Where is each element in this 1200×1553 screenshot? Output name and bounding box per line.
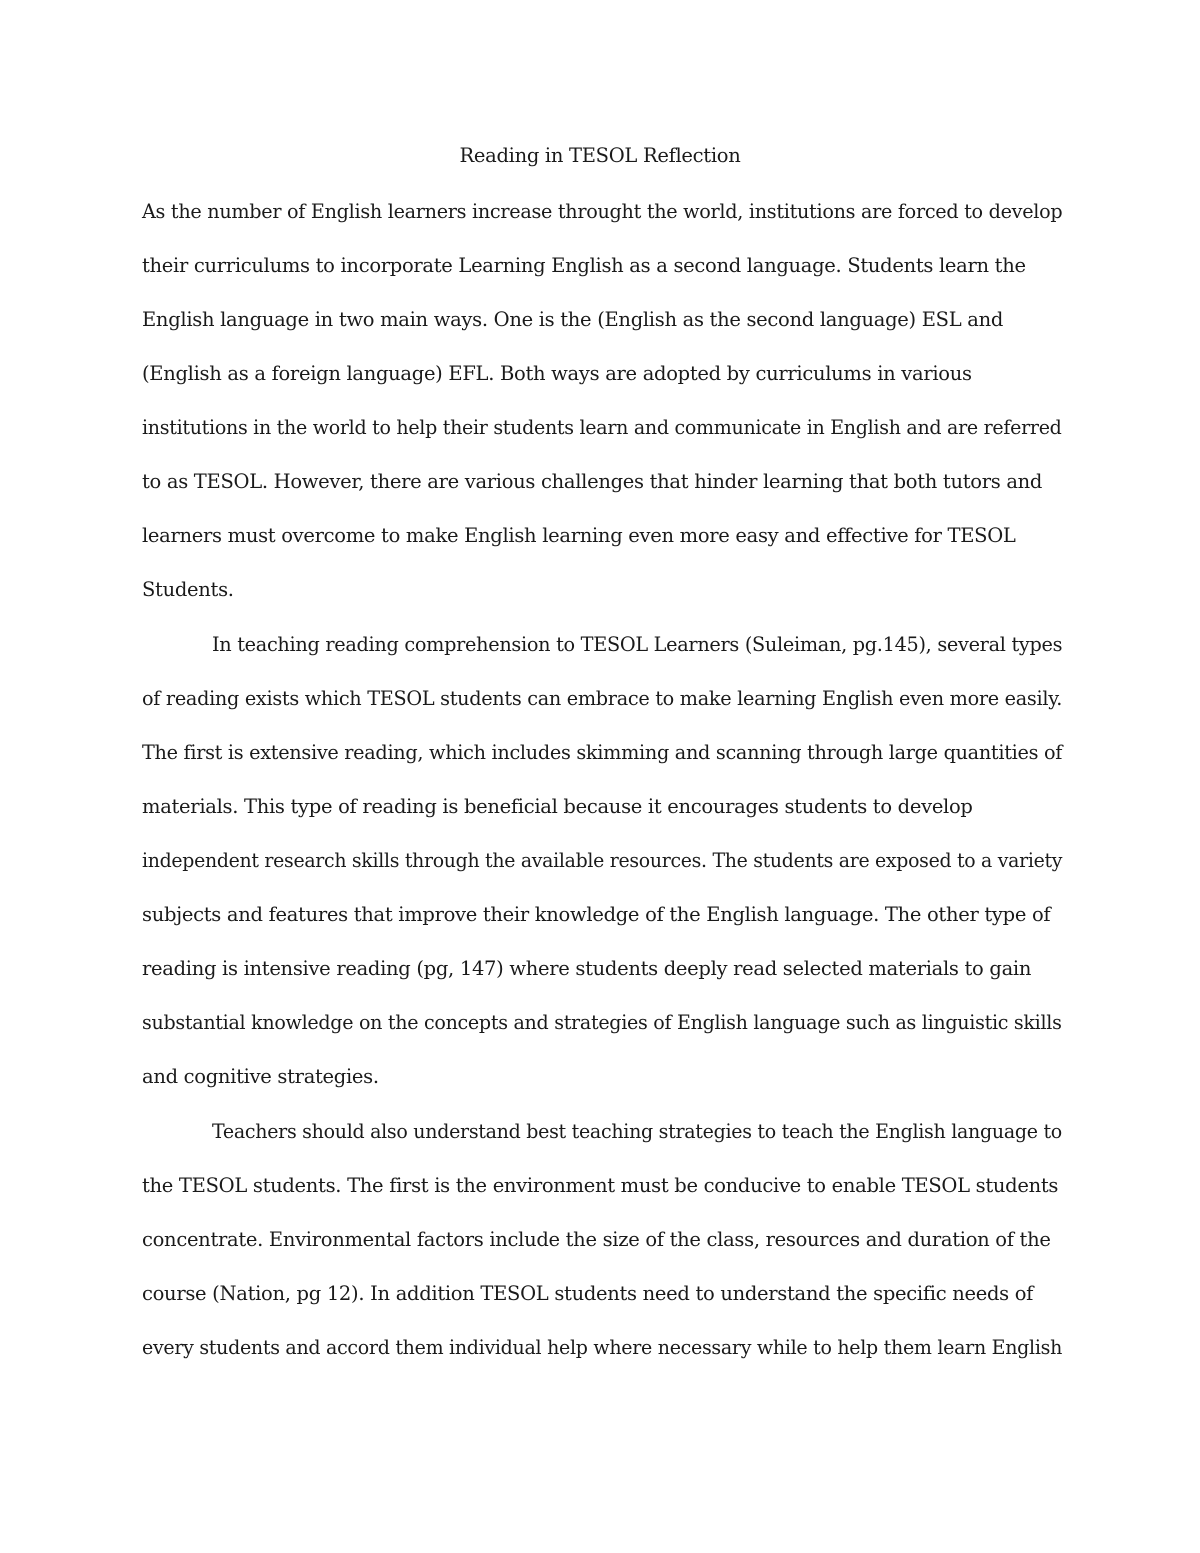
text-line: English language in two main ways. One is the (English as the second language) ESL and xyxy=(142,308,1004,331)
text-line: (English as a foreign language) EFL. Both ways are adopted by curriculums in various xyxy=(142,362,972,385)
text-line: learners must overcome to make English learning even more easy and effective for TESOL xyxy=(142,524,1016,547)
text-line: every students and accord them individual help where necessary while to help them learn English xyxy=(142,1336,1063,1359)
text-line: independent research skills through the available resources. The students are exposed to a variety xyxy=(142,849,1063,872)
text-line: Students. xyxy=(142,578,234,601)
text-line: In teaching reading comprehension to TESOL Learners (Suleiman, pg.145), several types xyxy=(212,633,1063,656)
text-line: materials. This type of reading is beneficial because it encourages students to develop xyxy=(142,795,973,818)
text-line: substantial knowledge on the concepts and strategies of English language such as linguistic skills xyxy=(142,1011,1062,1034)
text-line: course (Nation, pg 12). In addition TESOL students need to understand the specific needs of xyxy=(142,1282,1034,1305)
text-line: of reading exists which TESOL students can embrace to make learning English even more easily. xyxy=(142,687,1063,710)
document-title: Reading in TESOL Reflection xyxy=(459,144,741,167)
text-line: subjects and features that improve their knowledge of the English language. The other type of xyxy=(142,903,1051,926)
text-line: institutions in the world to help their students learn and communicate in English and are referred xyxy=(142,416,1062,439)
text-line: reading is intensive reading (pg, 147) where students deeply read selected materials to gain xyxy=(142,957,1032,980)
text-line: and cognitive strategies. xyxy=(142,1065,379,1088)
text-line: their curriculums to incorporate Learning English as a second language. Students learn the xyxy=(142,254,1026,277)
text-line: to as TESOL. However, there are various challenges that hinder learning that both tutors and xyxy=(142,470,1043,493)
text-line: concentrate. Environmental factors include the size of the class, resources and duration of the xyxy=(142,1228,1051,1251)
text-line: The first is extensive reading, which includes skimming and scanning through large quantities of xyxy=(142,741,1063,764)
text-line: As the number of English learners increase throught the world, institutions are forced to develop xyxy=(142,200,1063,223)
text-line: Teachers should also understand best teaching strategies to teach the English language to xyxy=(212,1120,1062,1143)
text-line: the TESOL students. The first is the environment must be conducive to enable TESOL students xyxy=(142,1174,1059,1197)
